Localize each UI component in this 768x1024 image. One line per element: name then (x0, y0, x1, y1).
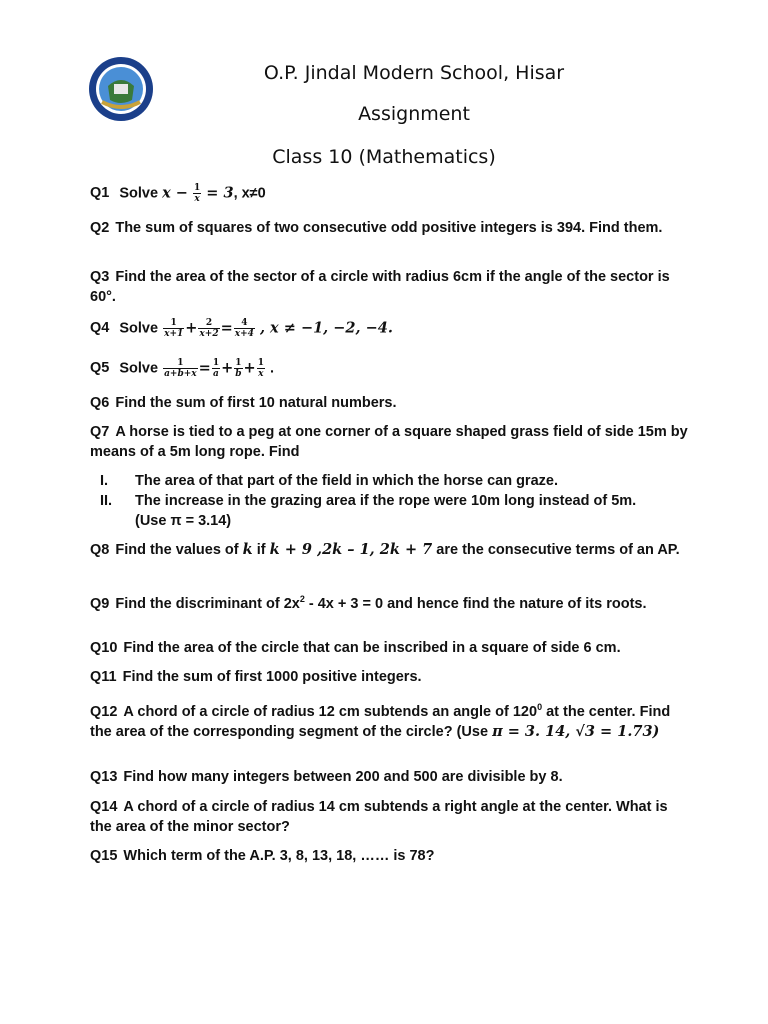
question-text: Solve (119, 185, 159, 202)
list-item (90, 471, 690, 491)
question-text: A chord of a circle of radius 12 cm subtends an angle of 120 (123, 703, 538, 720)
numerator: 2 (198, 318, 219, 329)
numerator: 4 (234, 318, 255, 329)
math-variable: k (242, 541, 253, 558)
question-15 (90, 846, 690, 866)
assignment-title: Assignment (358, 103, 470, 125)
question-number: Q8 (90, 542, 110, 558)
question-number: Q4 (90, 320, 110, 337)
denominator: a+b+x (164, 369, 197, 379)
question-2 (90, 218, 690, 238)
numerator: 1 (163, 358, 198, 369)
question-6 (90, 393, 690, 413)
question-number: Q11 (90, 669, 117, 685)
math-operator: = (220, 319, 233, 337)
question-text: - 4x + 3 = 0 and hence find the nature of its roots. (304, 595, 647, 612)
question-text: if (256, 542, 266, 558)
fraction (212, 358, 220, 379)
denominator: x+4 (234, 329, 254, 339)
list-marker: II. (100, 493, 113, 509)
question-text: Find how many integers between 200 and 500 are divisible by 8. (123, 769, 563, 785)
question-1 (90, 183, 690, 204)
question-number: Q15 (90, 848, 118, 864)
question-number: Q6 (90, 395, 110, 411)
question-text: Solve (119, 320, 159, 337)
numerator: 1 (163, 318, 184, 329)
fraction (193, 183, 201, 204)
fraction (257, 358, 265, 379)
class-subject: Class 10 (Mathematics) (272, 146, 496, 168)
question-text: Solve (119, 360, 159, 377)
question-text: at the center. Find the area of the corresponding segment of the circle? (Use (90, 703, 671, 740)
numerator: 1 (212, 358, 220, 368)
numerator: 1 (257, 358, 264, 368)
question-text: . (270, 360, 275, 377)
list-item-text: The area of that part of the field in which the horse can graze. (135, 473, 558, 489)
list-item (90, 491, 690, 511)
question-number: Q12 (90, 703, 118, 720)
question-text: Find the values of (115, 542, 239, 558)
question-number: Q10 (90, 640, 118, 656)
numerator: 1 (193, 183, 201, 193)
math-operator: + (243, 359, 256, 377)
list-marker: I. (100, 473, 109, 489)
question-text: Find the sum of first 1000 positive integers. (122, 669, 422, 685)
math-expression: = 3 (206, 184, 234, 202)
question-14 (90, 797, 690, 837)
list-item-text: The increase in the grazing area if the rope were 10m long instead of 5m. (135, 493, 637, 509)
question-number: Q3 (90, 269, 110, 285)
question-9 (90, 589, 690, 614)
question-text: , x≠0 (233, 185, 266, 202)
superscript: 0 (537, 702, 543, 712)
question-number: Q5 (90, 360, 110, 377)
math-operator: + (221, 359, 234, 377)
question-number: Q13 (90, 769, 118, 785)
question-10 (90, 638, 690, 658)
question-number: Q9 (90, 595, 110, 612)
question-3 (90, 267, 690, 307)
question-text: The sum of squares of two consecutive odd positive integers is 394. Find them. (115, 220, 663, 236)
fraction (234, 358, 242, 379)
fraction (198, 318, 219, 339)
denominator: b (235, 369, 242, 379)
question-text: are the consecutive terms of an AP. (436, 542, 680, 558)
question-7-parts (90, 471, 690, 531)
fraction (234, 318, 255, 339)
question-13 (90, 767, 690, 787)
math-expression: x − (162, 184, 188, 202)
list-item-text: (Use π = 3.14) (135, 513, 232, 529)
question-8 (90, 540, 690, 560)
math-expression: π = 3. 14, √3 = 1.73) (492, 722, 660, 740)
fraction (163, 318, 184, 339)
question-11 (90, 667, 690, 687)
question-text: Find the area of the circle that can be inscribed in a square of side 6 cm. (123, 640, 621, 656)
denominator: x (194, 194, 200, 204)
question-text: Find the area of the sector of a circle with radius 6cm if the angle of the sector is 60°. (90, 269, 670, 305)
fraction (163, 358, 198, 379)
denominator: a (213, 369, 219, 379)
question-text: Which term of the A.P. 3, 8, 13, 18, …… is 78? (123, 848, 435, 864)
question-text: Find the discriminant of 2x (115, 595, 300, 612)
denominator: x+2 (199, 329, 219, 339)
question-text: A horse is tied to a peg at one corner of a square shaped grass field of side 15m by means of a 5m long rope. Find (90, 424, 688, 460)
question-5 (90, 358, 690, 379)
question-text: Find the sum of first 10 natural numbers. (115, 395, 397, 411)
numerator: 1 (235, 358, 242, 368)
math-condition: , x ≠ −1, −2, −4. (259, 319, 393, 337)
school-name: O.P. Jindal Modern School, Hisar (263, 62, 565, 84)
math-operator: = (198, 359, 211, 377)
question-7 (90, 422, 690, 462)
math-expression: k + 9 ,2k – 1, 2k + 7 (269, 541, 433, 558)
denominator: x (258, 369, 264, 379)
question-number: Q14 (90, 799, 118, 815)
denominator: x+1 (164, 329, 184, 339)
question-text: A chord of a circle of radius 14 cm subtends a right angle at the center. What is the area of the minor sector? (90, 799, 668, 835)
question-4 (90, 318, 690, 339)
question-number: Q7 (90, 424, 110, 440)
superscript: 2 (299, 594, 305, 604)
math-operator: + (185, 319, 198, 337)
question-12 (90, 697, 690, 742)
question-number: Q2 (90, 220, 110, 236)
question-number: Q1 (90, 185, 110, 202)
list-item (90, 511, 690, 531)
